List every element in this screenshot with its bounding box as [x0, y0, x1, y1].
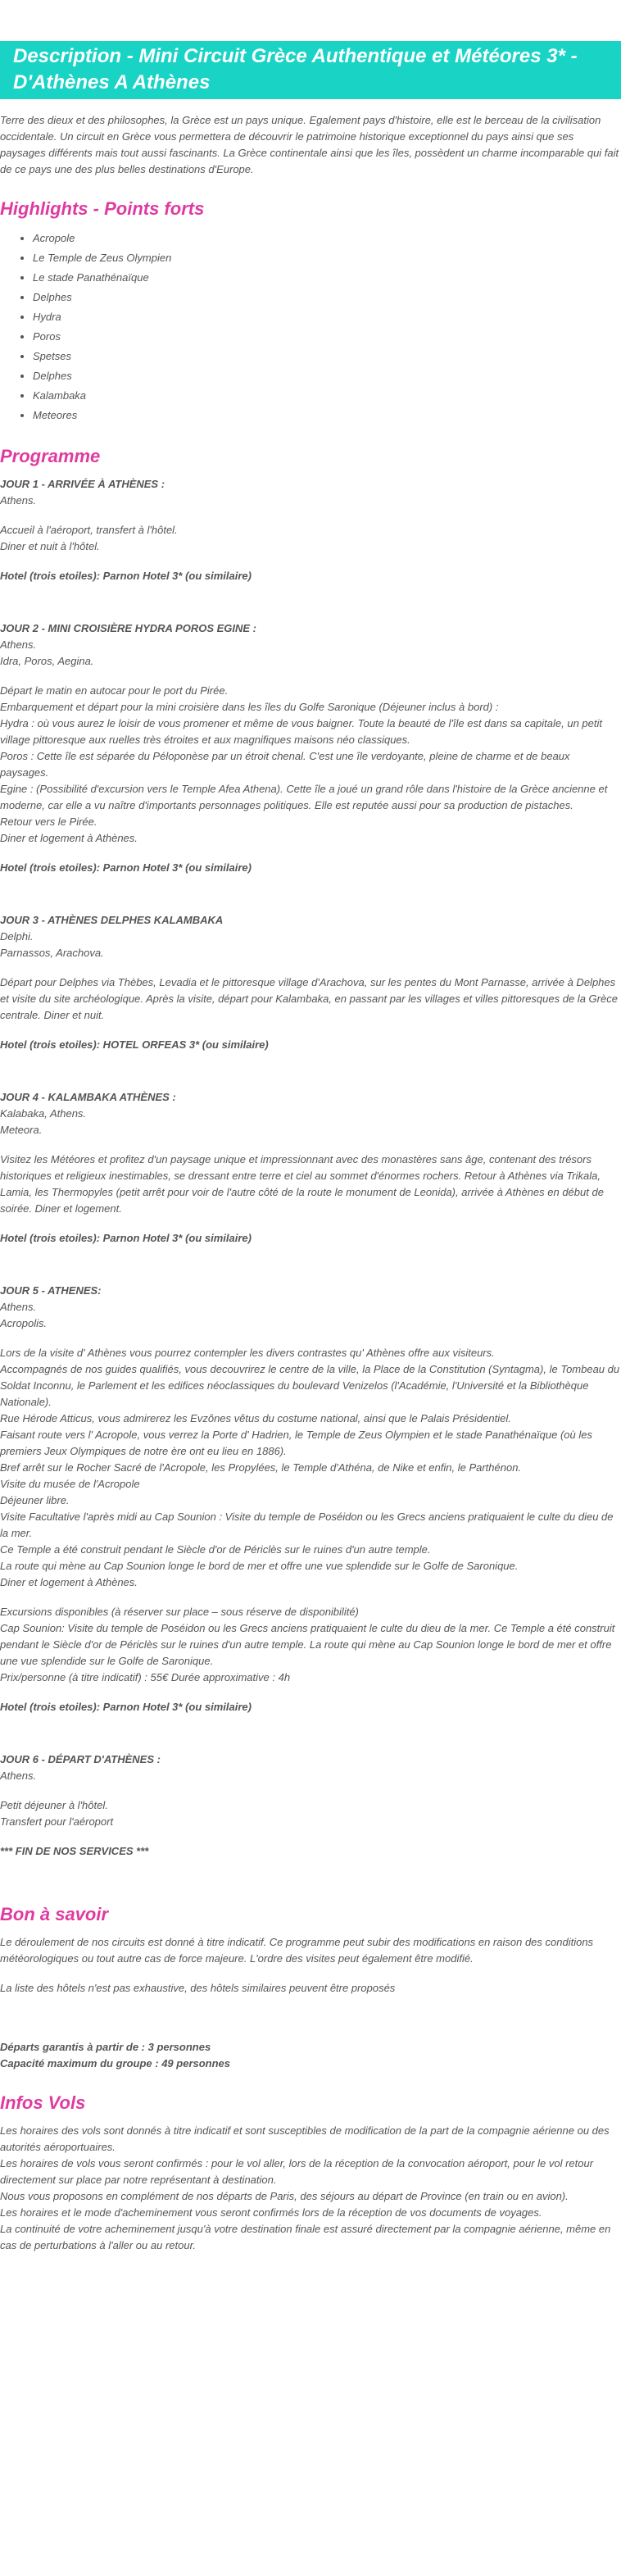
flight-info-line: Les horaires des vols sont donnés à titre indicatif et sont susceptibles de modification de la part de la compagnie aérienne ou des autorités aéroportuaires.	[0, 2124, 610, 2153]
highlight-item: • Kalambaka	[33, 386, 621, 406]
day-places: Athens.	[0, 1770, 37, 1782]
excursion-line: Prix/personne (à titre indicatif) : 55€ Durée approximative : 4h	[0, 1671, 291, 1683]
day-places: Kalabaka, Athens.	[0, 1107, 87, 1120]
day-places: Athens.	[0, 494, 37, 507]
flight-info-line: La continuité de votre acheminement jusqu'à votre destination finale est assuré directement par la compagnie aérienne, même en cas de perturbations à l'aller ou au retour.	[0, 2223, 611, 2251]
day-description-line: Visite du musée de l'Acropole	[0, 1478, 140, 1490]
day-section	[0, 912, 621, 1053]
day-title: JOUR 2 - MINI CROISIÈRE HYDRA POROS EGINE :	[0, 622, 257, 634]
day-description-line: Egine : (Possibilité d'excursion vers le Temple Afea Athena). Cette île a joué un grand rôle dans l'histoire de la Grèce ancienne et moderne, car elle a vu naître d'importants personnages politiques. Elle est reputée aussi pour sa production de pistaches.	[0, 783, 608, 811]
day-hotel: Hotel (trois etoiles): HOTEL ORFEAS 3* (ou similaire)	[0, 1038, 269, 1051]
day-section	[0, 476, 621, 584]
highlight-item: • Acropole	[33, 229, 621, 248]
highlight-item: • Delphes	[33, 288, 621, 307]
day-section	[0, 1089, 621, 1247]
day-hotel: Hotel (trois etoiles): Parnon Hotel 3* (ou similaire)	[0, 861, 252, 874]
highlight-item: • Meteores	[33, 406, 621, 425]
highlight-item: • Spetses	[33, 347, 621, 366]
day-places: Athens.	[0, 638, 37, 651]
intro-paragraph: Terre des dieux et des philosophes, la Grèce est un pays unique. Egalement pays d'histoire, elle est le berceau de la civilisation occidentale. Un circuit en Grèce vous permettera de découvrir le patrimoine historique exceptionnel du pays ainsi que ses paysages différents mais tout aussi fascinants. La Grèce continentale ainsi que les îles, possèdent un charme incomparable qui fait de ce pays une des plus belles destinations d'Europe.	[0, 114, 619, 175]
day-description-line: Visite Facultative l'après midi au Cap Sounion : Visite du temple de Poséidon ou les Grecs anciens pratiquaient le culte du dieu de la mer.	[0, 1511, 614, 1539]
flight-info-line: Les horaires de vols vous seront confirmés : pour le vol aller, lors de la réception de la convocation aéroport, pour le vol retour directement sur place par notre représentant à destination.	[0, 2157, 594, 2186]
day-title: JOUR 3 - ATHÈNES DELPHES KALAMBAKA	[0, 914, 224, 926]
day-description-line: Lors de la visite d' Athènes vous pourrez contempler les divers contrastes qu' Athènes offre aux visiteurs.	[0, 1347, 495, 1359]
day-hotel: Hotel (trois etoiles): Parnon Hotel 3* (ou similaire)	[0, 570, 252, 582]
day-description	[0, 975, 621, 1024]
day-places: Meteora.	[0, 1124, 43, 1136]
highlights-list	[0, 229, 621, 425]
day-section	[0, 1751, 621, 1830]
bon-a-savoir-heading: Bon à savoir	[0, 1904, 109, 1924]
programme-heading: Programme	[0, 446, 101, 466]
day-description-line: Accompagnés de nos guides qualifiés, vous decouvrirez le centre de la ville, la Place de la Constitution (Syntagma), le Tombeau du Soldat Inconnu, le Parlement et les edifices néoclassiques du boulevard Venizelos (l'Académie, l'Université et la Bibliothèque Nationale).	[0, 1363, 620, 1408]
highlight-item: • Delphes	[33, 366, 621, 386]
day-description-line: Déjeuner libre.	[0, 1494, 70, 1506]
day-description-line: La route qui mène au Cap Sounion longe le bord de mer et offre une vue splendide sur le Golfe de Saronique.	[0, 1560, 519, 1572]
day-description-line: Embarquement et départ pour la mini croisière dans les îles du Golfe Saronique (Déjeuner inclus à bord) :	[0, 701, 499, 713]
day-places: Delphi.	[0, 930, 34, 943]
infos-vols-section	[0, 2123, 621, 2254]
highlight-item: • Hydra	[33, 307, 621, 327]
day-description-line: Diner et logement à Athènes.	[0, 1576, 138, 1588]
day-description-line: Rue Hérode Atticus, vous admirerez les Evzônes vêtus du costume national, ainsi que le Palais Présidentiel.	[0, 1412, 511, 1424]
day-title: JOUR 1 - ARRIVÉE À ATHÈNES :	[0, 478, 165, 490]
day-title: JOUR 4 - KALAMBAKA ATHÈNES :	[0, 1091, 176, 1103]
day-description	[0, 1797, 621, 1830]
day-description-line: Retour vers le Pirée.	[0, 816, 97, 828]
infos-vols-heading: Infos Vols	[0, 2092, 86, 2113]
capacite-maximum: Capacité maximum du groupe : 49 personnes	[0, 2057, 231, 2069]
day-places: Idra, Poros, Aegina.	[0, 655, 94, 667]
day-description-line: Départ le matin en autocar pour le port du Pirée.	[0, 684, 229, 697]
bon-a-savoir-section	[0, 1934, 621, 2072]
day-description-line: Petit déjeuner à l'hôtel.	[0, 1799, 108, 1811]
fin-services: *** FIN DE NOS SERVICES ***	[0, 1845, 149, 1857]
day-hotel: Hotel (trois etoiles): Parnon Hotel 3* (ou similaire)	[0, 1701, 252, 1713]
day-description-line: Diner et nuit à l'hôtel.	[0, 540, 100, 552]
content	[0, 112, 621, 2254]
bon-a-savoir-paragraph: Le déroulement de nos circuits est donné à titre indicatif. Ce programme peut subir des modifications en raison des conditions météorologiques ou tout autre cas de force majeure. L'ordre des visites peut également être modifié.	[0, 1936, 594, 1965]
day-description	[0, 1345, 621, 1591]
day-description-line: Faisant route vers l' Acropole, vous verrez la Porte d' Hadrien, le Temple de Zeus Olympien et le stade Panathénaïque (où les premiers Jeux Olympiques de notre ère ont eu lieu en 1886).	[0, 1429, 592, 1457]
day-description-line: Hydra : où vous aurez le loisir de vous promener et même de vous baigner. Toute la beauté de l'île est dans sa capitale, un petit village pittoresque aux ruelles très étroites et aux magnifiques maisons néo classiques.	[0, 717, 603, 746]
day-description	[0, 683, 621, 847]
day-description-line: Poros : Cette île est séparée du Péloponèse par un étroit chenal. C'est une île verdoyante, pleine de charme et de beaux paysages.	[0, 750, 570, 779]
highlights-heading: Highlights - Points forts	[0, 198, 205, 219]
day-description-line: Bref arrêt sur le Rocher Sacré de l'Acropole, les Propylées, le Temple d'Athéna, de Nike et enfin, le Parthénon.	[0, 1461, 522, 1474]
highlight-item: • Le stade Panathénaïque	[33, 268, 621, 288]
highlight-item: • Poros	[33, 327, 621, 347]
day-description	[0, 1152, 621, 1217]
highlight-item: • Le Temple de Zeus Olympien	[33, 248, 621, 268]
day-places: Athens.	[0, 1301, 37, 1313]
day-hotel: Hotel (trois etoiles): Parnon Hotel 3* (ou similaire)	[0, 1232, 252, 1244]
flight-info-line: Nous vous proposons en complément de nos départs de Paris, des séjours au départ de Province (en train ou en avion).	[0, 2190, 569, 2202]
programme-days	[0, 476, 621, 1830]
day-section	[0, 1283, 621, 1715]
excursion-line: Cap Sounion: Visite du temple de Poséidon ou les Grecs anciens pratiquaient le culte du dieu de la mer. Ce Temple a été construit pendant le Siècle d'or de Périclès sur le ruines d'un autre temple. La route qui mène au Cap Sounion longe le bord de mer et offre une vue splendide sur le Golfe de Saronique.	[0, 1622, 615, 1667]
day-description-line: Diner et logement à Athènes.	[0, 832, 138, 844]
page-title: Description - Mini Circuit Grèce Authentique et Météores 3* - D'Athènes A Athènes	[0, 41, 621, 99]
page	[0, 41, 621, 2270]
day-places: Parnassos, Arachova.	[0, 947, 104, 959]
flight-info-line: Les horaires et le mode d'acheminement vous seront confirmés lors de la réception de vos documents de voyages.	[0, 2206, 542, 2219]
day-places: Acropolis.	[0, 1317, 48, 1329]
day-description-line: Visitez les Météores et profitez d'un paysage unique et impressionnant avec des monastères sans âge, contenant des trésors historiques et religieux inestimables, se dressant entre terre et ciel au sommet d'énormes rochers. Retour à Athènes via Trikala, Lamia, les Thermopyles (petit arrêt pour voir de l'autre côté de la route le monument de Leonida), arrivée à Athènes en début de soirée. Diner et logement.	[0, 1153, 604, 1215]
day-description-line: Départ pour Delphes via Thèbes, Levadia et le pittoresque village d'Arachova, sur les pentes du Mont Parnasse, arrivée à Delphes et visite du site archéologique. Après la visite, départ pour Kalambaka, en passant par les villages et villes pittoresques de la Grèce centrale. Diner et nuit.	[0, 976, 618, 1021]
excursions-block	[0, 1604, 621, 1686]
day-description-line: Ce Temple a été construit pendant le Siècle d'or de Périclès sur le ruines d'un autre temple.	[0, 1543, 431, 1556]
day-description	[0, 522, 621, 555]
day-description-line: Accueil à l'aéroport, transfert à l'hôtel.	[0, 524, 178, 536]
hotels-note: La liste des hôtels n'est pas exhaustive, des hôtels similaires peuvent être proposés	[0, 1982, 396, 1994]
day-title: JOUR 5 - ATHENES:	[0, 1284, 102, 1297]
departs-garantis: Départs garantis à partir de : 3 personnes	[0, 2041, 211, 2053]
day-section	[0, 620, 621, 876]
excursion-line: Excursions disponibles (à réserver sur place – sous réserve de disponibilité)	[0, 1606, 359, 1618]
day-description-line: Transfert pour l'aéroport	[0, 1815, 114, 1828]
day-title: JOUR 6 - DÉPART D'ATHÈNES :	[0, 1753, 161, 1765]
